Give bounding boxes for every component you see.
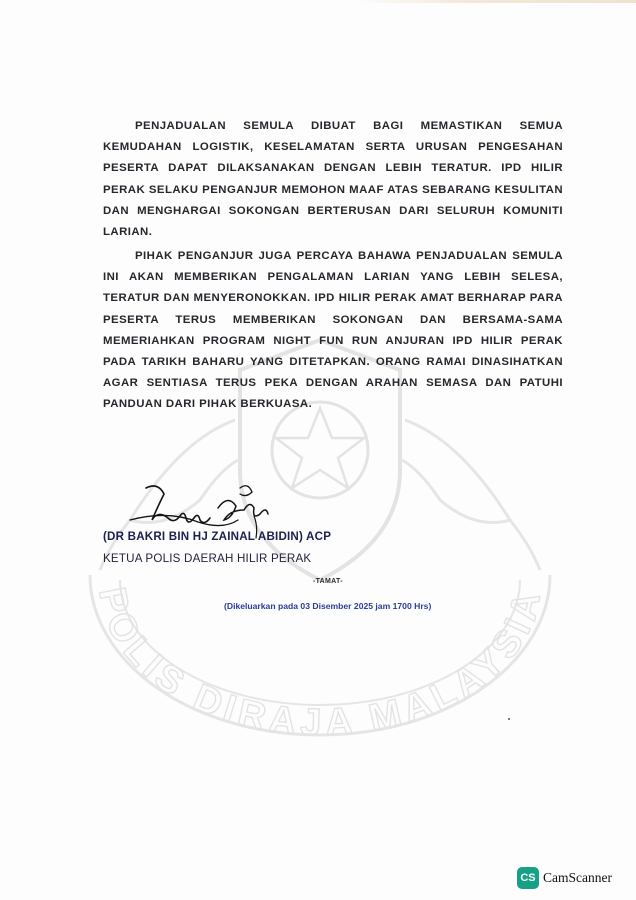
paragraph-2: PIHAK PENGANJUR JUGA PERCAYA BAHAWA PENJADUALAN SEMULA INI AKAN MEMBERIKAN PENGALAMAN LARIAN YANG LEBIH SELESA, TERATUR DAN MENYERONOKKAN. IPD HILIR PERAK AMAT BERHARAP PARA PESERTA TERUS MEMBERIKAN SOKONGAN DAN BERSAMA-SAMA MEMERIAHKAN PROGRAM NIGHT FUN RUN ANJURAN IPD HILIR PERAK PADA TARIKH BAHARU YANG DITETAPKAN. ORANG RAMAI DINASIHATKAN AGAR SENTIASA TERUS PEKA DENGAN ARAHAN SEMASA DAN PATUHI PANDUAN DARI PIHAK BERKUASA. [103, 250, 563, 411]
watermark-text: POLIS DIRAJA MALAYSIA [90, 583, 550, 745]
issued-date-note: (Dikeluarkan pada 03 Disember 2025 jam 1700 Hrs) [224, 601, 432, 611]
paragraph-1: PENJADUALAN SEMULA DIBUAT BAGI MEMASTIKAN SEMUA KEMUDAHAN LOGISTIK, KESELAMATAN SERTA URUSAN PENGESAHAN PESERTA DAPAT DILAKSANAKAN DENGAN LEBIH TERATUR. IPD HILIR PERAK SELAKU PENGANJUR MEMOHON MAAF ATAS SEBARANG KESULITAN DAN MENGHARGAI SOKONGAN BERTERUSAN DARI SELURUH KOMUNITI LARIAN. [103, 120, 563, 239]
camscanner-logo-icon: CS [517, 867, 539, 889]
signatory-name: (DR BAKRI BIN HJ ZAINAL ABIDIN) ACP [103, 530, 332, 543]
camscanner-badge [517, 865, 612, 891]
paper-edge-shadow [355, 0, 636, 3]
camscanner-label: CamScanner [543, 870, 612, 885]
end-mark: -TAMAT- [313, 578, 343, 585]
scan-speck [508, 718, 510, 720]
signatory-title: KETUA POLIS DAERAH HILIR PERAK [103, 552, 312, 565]
